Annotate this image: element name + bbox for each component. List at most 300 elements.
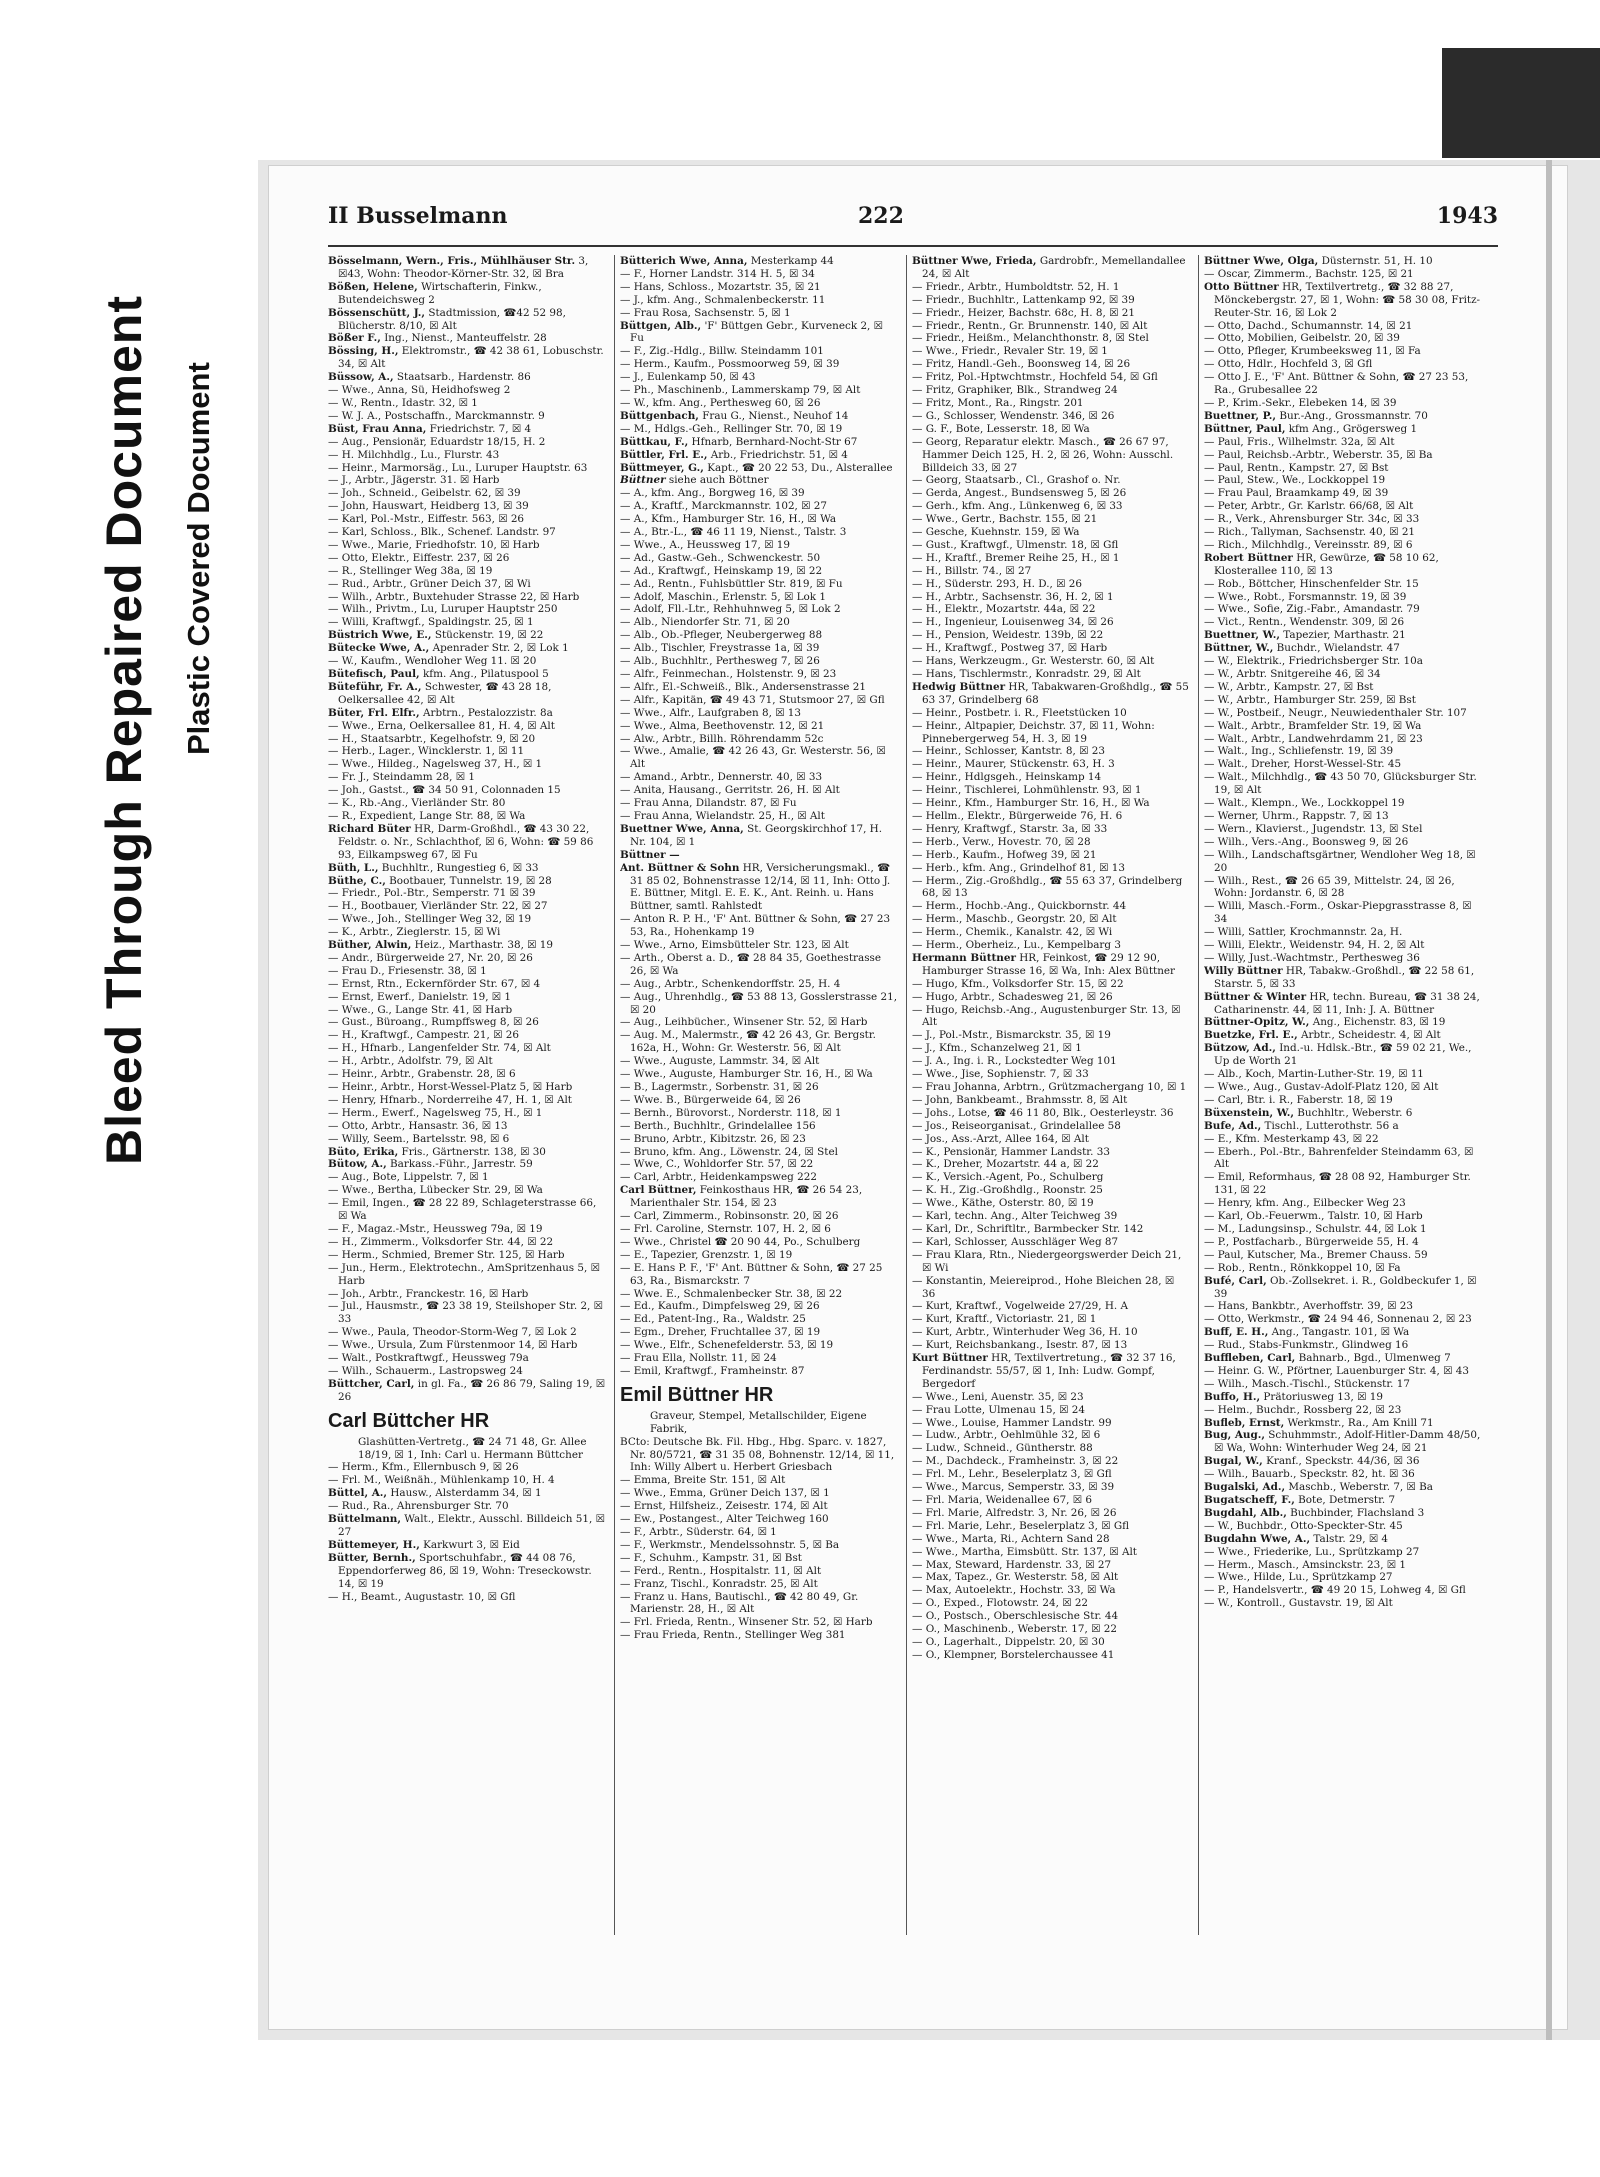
directory-entry xyxy=(912,565,1190,578)
directory-entry xyxy=(328,410,606,423)
entry-details: — Anton R. P. H., 'F' Ant. Büttner & Sohn, ☎ 27 23 53, Ra., Hohenkamp 19 xyxy=(620,913,891,939)
directory-entry xyxy=(620,281,898,294)
entry-details: — Wwe., Christel ☎ 20 90 44, Po., Schulberg xyxy=(620,1235,861,1248)
directory-entry xyxy=(328,449,606,462)
entry-details: — Frau Ella, Nollstr. 11, ☒ 24 xyxy=(620,1352,777,1365)
directory-entry xyxy=(620,1107,898,1120)
directory-entry xyxy=(912,552,1190,565)
directory-entry xyxy=(1204,1068,1482,1081)
directory-entry xyxy=(1204,423,1482,436)
directory-entry xyxy=(912,474,1190,487)
entry-name: Robert Büttner xyxy=(1204,551,1293,564)
entry-details: — O., Postsch., Oberschlesische Str. 44 xyxy=(912,1610,1119,1623)
entry-details: — Rud., Arbtr., Grüner Deich 37, ☒ Wi xyxy=(328,577,531,590)
directory-page xyxy=(268,165,1568,2030)
directory-entry xyxy=(328,1500,606,1513)
entry-details: — W., Rentn., Idastr. 32, ☒ 1 xyxy=(328,396,478,409)
entry-details: — Kurt, Arbtr., Winterhuder Weg 36, H. 10 xyxy=(912,1326,1138,1339)
directory-entry xyxy=(1204,591,1482,604)
directory-entry xyxy=(620,1474,898,1487)
entry-details: — Rob., Rentn., Rönkkoppel 10, ☒ Fa xyxy=(1204,1261,1401,1274)
entry-details: — Alb., Ob.-Pfleger, Neubergerweg 88 xyxy=(620,629,823,642)
directory-entry xyxy=(620,384,898,397)
directory-entry xyxy=(328,1365,606,1378)
directory-entry xyxy=(328,1487,606,1500)
entry-details: — Frau Rosa, Sachsenstr. 5, ☒ 1 xyxy=(620,306,791,319)
entry-details: — W., kfm. Ang., Perthesweg 60, ☒ 26 xyxy=(620,396,821,409)
entry-details: — Aug., Uhrenhdlg., ☎ 53 88 13, Gosslerstrasse 21, ☒ 20 xyxy=(620,990,898,1016)
directory-entry xyxy=(620,1262,898,1288)
entry-name: Bufé, Carl, xyxy=(1204,1274,1267,1287)
entry-details: — Wwe., Hilde, Lu., Sprützkamp 27 xyxy=(1204,1571,1393,1584)
directory-entry xyxy=(328,578,606,591)
directory-entry xyxy=(912,849,1190,862)
entry-details: — H., Süderstr. 293, H. D., ☒ 26 xyxy=(912,577,1082,590)
directory-entry xyxy=(328,474,606,487)
directory-entry xyxy=(1204,500,1482,513)
entry-details: — J., kfm. Ang., Schmalenbeckerstr. 11 xyxy=(620,293,826,306)
entry-details: — Frl. Marie, Lehr., Beselerplatz 3, ☒ Gfl xyxy=(912,1519,1130,1532)
directory-entry xyxy=(328,487,606,500)
directory-entry xyxy=(620,1158,898,1171)
directory-entry xyxy=(328,655,606,668)
directory-entry xyxy=(912,1107,1190,1120)
entry-details: — Ad., Rentn., Fuhlsbüttler Str. 819, ☒ Fu xyxy=(620,577,843,590)
entry-details: — Carl, Btr. i. R., Faberstr. 18, ☒ 19 xyxy=(1204,1093,1393,1106)
entry-details: — H., Arbtr., Sachsenstr. 36, H. 2, ☒ 1 xyxy=(912,590,1114,603)
directory-entry xyxy=(620,1055,898,1068)
entry-details: — H. Milchhdlg., Lu., Flurstr. 43 xyxy=(328,448,500,461)
directory-entry xyxy=(1204,836,1482,849)
entry-details: — Herb., Verw., Hovestr. 70, ☒ 28 xyxy=(912,835,1091,848)
entry-details: kfm. Ang., Pilatuspool 5 xyxy=(422,668,549,680)
directory-entry xyxy=(912,707,1190,720)
directory-entry xyxy=(328,1042,606,1055)
directory-entry xyxy=(620,771,898,784)
directory-entry xyxy=(328,668,606,681)
entry-details: — Wwe., Leni, Auenstr. 35, ☒ 23 xyxy=(912,1390,1084,1403)
directory-entry xyxy=(912,1197,1190,1210)
entry-details: — Wwe., Louise, Hammer Landstr. 99 xyxy=(912,1416,1112,1429)
directory-entry xyxy=(1204,539,1482,552)
entry-details: — Alb., Niendorfer Str. 71, ☒ 20 xyxy=(620,616,790,629)
directory-entry xyxy=(620,397,898,410)
entry-name: Buetzke, Frl. E., xyxy=(1204,1029,1298,1042)
entry-details: — A., Btr.-L., ☎ 46 11 19, Nienst., Talstr. 3 xyxy=(620,526,847,539)
entry-details: — J., Arbtr., Jägerstr. 31. ☒ Harb xyxy=(328,474,500,487)
entry-name: Büxenstein, W., xyxy=(1204,1106,1294,1119)
entry-details: — Friedr., Pol.-Btr., Semperstr. 71 ☒ 39 xyxy=(328,887,536,900)
entry-details: — K., Rb.-Ang., Vierländer Str. 80 xyxy=(328,797,506,810)
directory-entry xyxy=(912,1481,1190,1494)
directory-entry xyxy=(912,1584,1190,1597)
entry-details: Ang., Tangastr. 101, ☒ Wa xyxy=(1271,1326,1410,1339)
entry-details: — Peter, Arbtr., Gr. Karlstr. 66/68, ☒ Alt xyxy=(1204,500,1414,513)
directory-entry xyxy=(328,1171,606,1184)
directory-entry xyxy=(1204,629,1482,642)
directory-entry xyxy=(328,875,606,888)
column-divider xyxy=(614,255,615,1935)
directory-entry xyxy=(620,1184,898,1210)
entry-details: — Ferd., Rentn., Hospitalstr. 11, ☒ Alt xyxy=(620,1564,822,1577)
directory-entry xyxy=(328,371,606,384)
directory-entry xyxy=(1204,320,1482,333)
entry-details: — Carl, Zimmerm., Robinsonstr. 20, ☒ 26 xyxy=(620,1210,839,1223)
entry-details: — Adolf, Fll.-Ltr., Rehhuhnweg 5, ☒ Lok 2 xyxy=(620,603,841,616)
directory-entry xyxy=(620,1500,898,1513)
entry-details: — Willi, Masch.-Form., Oskar-Piepgrasstrasse 8, ☒ 34 xyxy=(1204,900,1472,926)
directory-entry xyxy=(328,745,606,758)
entry-name: Carl Büttner, xyxy=(620,1184,697,1197)
entry-details: — Wwe., Marta, Ri., Achtern Sand 28 xyxy=(912,1532,1110,1545)
entry-details: — Herb., kfm. Ang., Grindelhof 81, ☒ 13 xyxy=(912,861,1125,874)
entry-details: — Wwe., Joh., Stellinger Weg 32, ☒ 19 xyxy=(328,913,532,926)
entry-name: Otto Büttner xyxy=(1204,280,1279,293)
directory-entry xyxy=(912,1610,1190,1623)
entry-details: Bur.-Ang., Grossmannstr. 70 xyxy=(1279,409,1428,422)
directory-entry xyxy=(1204,1210,1482,1223)
entry-details: — Karl, Schloss., Blk., Schenef. Landstr. 97 xyxy=(328,526,556,539)
entry-details: — Hugo, Reichsb.-Ang., Augustenburger Str. 13, ☒ Alt xyxy=(912,1003,1181,1029)
directory-entry xyxy=(1204,487,1482,500)
entry-details: — Wwe., Friedr., Revaler Str. 19, ☒ 1 xyxy=(912,345,1108,358)
directory-entry xyxy=(912,1133,1190,1146)
directory-entry xyxy=(1204,1417,1482,1430)
directory-entry xyxy=(620,1288,898,1301)
entry-details: — Wern., Klavierst., Jugendstr. 13, ☒ Stel xyxy=(1204,822,1423,835)
entry-details: — Eberh., Pol.-Btr., Bahrenfelder Steindamm 63, ☒ Alt xyxy=(1204,1145,1474,1171)
directory-entry xyxy=(912,1326,1190,1339)
directory-entry xyxy=(1204,1584,1482,1597)
directory-entry xyxy=(620,565,898,578)
entry-details: — Oscar, Zimmerm., Bachstr. 125, ☒ 21 xyxy=(1204,267,1414,280)
entry-details: Heiz., Marthastr. 38, ☒ 19 xyxy=(414,939,554,952)
entry-details: — Ed., Patent-Ing., Ra., Waldstr. 25 xyxy=(620,1313,806,1326)
entry-details: — Wwe., Sofie, Zig.-Fabr., Amandastr. 79 xyxy=(1204,603,1420,616)
directory-entry xyxy=(1204,707,1482,720)
directory-entry xyxy=(1204,1042,1482,1068)
entry-details: — Arth., Oberst a. D., ☎ 28 84 35, Goethestrasse 26, ☒ Wa xyxy=(620,951,882,977)
entry-details: — Aug. M., Malermstr., ☎ 42 26 43, Gr. Bergstr. 162a, H., Wohn: Gr. Westerstr. 56, ☒ Alt xyxy=(620,1029,876,1055)
entry-details: — G. F., Bote, Lesserstr. 18, ☒ Wa xyxy=(912,422,1090,435)
entry-details: — Frau Klara, Rtn., Niedergeorgswerder Deich 21, ☒ Wi xyxy=(912,1248,1182,1274)
entry-details: — Heinr., Kfm., Hamburger Str. 16, H., ☒ Wa xyxy=(912,797,1150,810)
entry-details: Elektromstr., ☎ 42 38 61, Lobuschstr. 34, ☒ Alt xyxy=(338,345,604,371)
directory-entry xyxy=(1204,1391,1482,1404)
directory-entry xyxy=(912,1094,1190,1107)
directory-entry xyxy=(620,1210,898,1223)
directory-entry xyxy=(620,462,898,475)
directory-entry xyxy=(328,939,606,952)
directory-entry xyxy=(328,1120,606,1133)
entry-details: — Gesche, Kuehnstr. 159, ☒ Wa xyxy=(912,526,1080,539)
entry-details: — H., Staatsarbtr., Kegelhofstr. 9, ☒ 20 xyxy=(328,732,536,745)
entry-details: — Wwe., A., Heussweg 17, ☒ 19 xyxy=(620,538,790,551)
entry-details: — Ernst, Hilfsheiz., Zeisestr. 174, ☒ Alt xyxy=(620,1500,828,1513)
entry-details: — M., Hdlgs.-Geh., Rellinger Str. 70, ☒ 19 xyxy=(620,422,843,435)
entry-name: Büttner-Opitz, W., xyxy=(1204,1016,1310,1029)
directory-entry xyxy=(620,410,898,423)
entry-details: — Wwe., Amalie, ☎ 42 26 43, Gr. Westerstr. 56, ☒ Alt xyxy=(620,745,886,771)
entry-details: — Hans, Schloss., Mozartstr. 35, ☒ 21 xyxy=(620,280,821,293)
entry-details: — Hans, Werkzeugm., Gr. Westerstr. 60, ☒ Alt xyxy=(912,655,1155,668)
directory-entry xyxy=(328,500,606,513)
entry-details: Arb., Friedrichstr. 51, ☒ 4 xyxy=(710,448,848,461)
entry-details: — Herm., Hochb.-Ang., Quickbornstr. 44 xyxy=(912,900,1127,913)
entry-details: — E. Hans P. F., 'F' Ant. Büttner & Sohn, ☎ 27 25 63, Ra., Bismarckstr. 7 xyxy=(620,1261,883,1287)
entry-details: — E., Kfm. Mesterkamp 43, ☒ 22 xyxy=(1204,1132,1379,1145)
directory-entry xyxy=(912,1429,1190,1442)
entry-details: — F., Arbtr., Süderstr. 64, ☒ 1 xyxy=(620,1526,777,1538)
entry-details: — Ew., Postangest., Alter Teichweg 160 xyxy=(620,1513,829,1526)
directory-entry xyxy=(912,1004,1190,1030)
directory-entry xyxy=(620,539,898,552)
entry-details: — J., Kfm., Schanzelweg 21, ☒ 1 xyxy=(912,1042,1082,1055)
directory-entry xyxy=(912,1455,1190,1468)
directory-entry xyxy=(620,978,898,991)
directory-entry xyxy=(620,642,898,655)
directory-entry xyxy=(328,1378,606,1404)
entry-details: — Henry, Hfnarb., Norderreihe 47, H. 1, ☒ Alt xyxy=(328,1093,572,1106)
directory-entry xyxy=(1204,1507,1482,1520)
entry-details: — Gerh., kfm. Ang., Lünkenweg 6, ☒ 33 xyxy=(912,500,1123,513)
directory-entry xyxy=(912,1546,1190,1559)
entry-name: Bütterich Wwe, Anna, xyxy=(620,255,748,267)
directory-entry xyxy=(1204,810,1482,823)
entry-details: — Heinr., Marmorsäg., Lu., Luruper Hauptstr. 63 xyxy=(328,461,588,474)
entry-details: — H., Hfnarb., Langenfelder Str. 74, ☒ Alt xyxy=(328,1042,551,1055)
entry-details: — Wwe, C., Wohldorfer Str. 57, ☒ 22 xyxy=(620,1158,814,1171)
entry-details: — H., Elektr., Mozartstr. 44a, ☒ 22 xyxy=(912,603,1096,616)
directory-entry xyxy=(912,836,1190,849)
entry-details: HR, Tabakw.-Großhdl., ☎ 22 58 61, Starstr. 5, ☒ 33 xyxy=(1214,964,1475,990)
entry-details: — Herm., Kaufm., Possmoorweg 59, ☒ 39 xyxy=(620,358,840,371)
entry-name: Buettner, P., xyxy=(1204,409,1276,422)
directory-entry xyxy=(328,552,606,565)
entry-details: — H., Beamt., Augustastr. 10, ☒ Gfl xyxy=(328,1590,516,1603)
directory-entry xyxy=(620,307,898,320)
entry-details: — H., Zimmerm., Volksdorfer Str. 44, ☒ 22 xyxy=(328,1235,554,1248)
entry-details: — O., Lagerhalt., Dippelstr. 20, ☒ 30 xyxy=(912,1635,1105,1648)
entry-details: — Georg, Reparatur elektr. Masch., ☎ 26 67 97, Hammer Deich 125, H. 2, ☒ 26, Wohn: Ausschl. Billdeich 33, ☒ 27 xyxy=(912,435,1174,474)
directory-entry xyxy=(1204,965,1482,991)
entry-details: — Kurt, Reichsbankang., Isestr. 87, ☒ 13 xyxy=(912,1339,1128,1352)
entry-details: — Aug., Leihbücher., Winsener Str. 52, ☒ Harb xyxy=(620,1016,868,1029)
entry-details: BCto: Deutsche Bk. Fil. Hbg., Hbg. Sparc. v. 1827, Nr. 80/5721, ☎ 31 35 08, Bohnenstr. 12/14, ☒ 11, Inh: Willy Albert u. Herbert Griesbach xyxy=(620,1435,895,1474)
entry-details: Stückenstr. 19, ☒ 22 xyxy=(434,629,544,642)
entry-details: Friedrichstr. 7, ☒ 4 xyxy=(429,422,532,435)
entry-details: Hfnarb, Bernhard-Nocht-Str 67 xyxy=(691,435,858,448)
directory-entry xyxy=(912,681,1190,707)
entry-details: — Wwe., Arno, Eimsbütteler Str. 123, ☒ Alt xyxy=(620,939,849,952)
directory-entry xyxy=(620,1578,898,1591)
directory-entry xyxy=(1204,1081,1482,1094)
directory-entry xyxy=(1204,1365,1482,1378)
entry-name: Bößen, Helene, xyxy=(328,280,418,293)
entry-details: — Ernst, Rtn., Eckernförder Str. 67, ☒ 4 xyxy=(328,977,541,990)
entry-details: — Wwe., Emma, Grüner Deich 137, ☒ 1 xyxy=(620,1487,830,1500)
directory-entry xyxy=(912,603,1190,616)
entry-details: — Frau Anna, Wielandstr. 25, H., ☒ Alt xyxy=(620,809,825,822)
entry-details: — Wwe., Anna, Sü, Heidhofsweg 2 xyxy=(328,384,511,397)
entry-details: — Bruno, kfm. Ang., Löwenstr. 24, ☒ Stel xyxy=(620,1145,838,1158)
directory-entry xyxy=(328,681,606,707)
directory-entry xyxy=(328,1158,606,1171)
page-edge xyxy=(1546,160,1552,2040)
directory-entry xyxy=(328,629,606,642)
directory-entry xyxy=(1204,1455,1482,1468)
column-2 xyxy=(620,255,898,1935)
side-label-plastic-covered: Plastic Covered Document xyxy=(181,362,216,755)
directory-entry xyxy=(1204,1300,1482,1313)
directory-entry xyxy=(328,1461,606,1474)
directory-entry xyxy=(912,810,1190,823)
entry-name: Büttner & Winter xyxy=(1204,990,1307,1003)
directory-entry xyxy=(912,616,1190,629)
directory-entry xyxy=(912,281,1190,294)
directory-entry xyxy=(912,1223,1190,1236)
directory-entry xyxy=(620,720,898,733)
directory-entry xyxy=(620,1081,898,1094)
entry-details: — Wwe., Käthe, Osterstr. 80, ☒ 19 xyxy=(912,1197,1094,1210)
entry-details: — H., Kraftwgf., Postweg 37, ☒ Harb xyxy=(912,642,1108,655)
entry-details: Gardrobfr., Memellandallee 24, ☒ Alt xyxy=(922,255,1186,280)
directory-entry xyxy=(328,1055,606,1068)
entry-details: — B., Lagermstr., Sorbenstr. 31, ☒ 26 xyxy=(620,1081,819,1093)
entry-details: — Alfr., Kapitän, ☎ 49 43 71, Stutsmoor 27, ☒ Gfl xyxy=(620,693,885,706)
directory-entry xyxy=(620,1094,898,1107)
entry-details: — Alw., Arbtr., Billh. Röhrendamm 52c xyxy=(620,732,824,745)
entry-name: Büttner Wwe, Olga, xyxy=(1204,255,1319,267)
directory-entry xyxy=(912,255,1190,281)
entry-details: Schwester, ☎ 43 28 18, Oelkersallee 42, ☒ Alt xyxy=(338,680,552,706)
entry-details: — Aug., Arbtr., Schenkendorffstr. 25, H. 4 xyxy=(620,977,841,990)
entry-name: Bütow, A., xyxy=(328,1158,387,1171)
directory-entry xyxy=(1204,694,1482,707)
entry-details: Düsternstr. 51, H. 10 xyxy=(1321,255,1433,267)
entry-details: — Karl, techn. Ang., Alter Teichweg 39 xyxy=(912,1210,1118,1223)
entry-details: — Hugo, Arbtr., Schadesweg 21, ☒ 26 xyxy=(912,990,1113,1003)
directory-entry xyxy=(328,1068,606,1081)
entry-details: — Ludw., Arbtr., Oehlmühle 32, ☒ 6 xyxy=(912,1429,1101,1442)
entry-details: — John, Hauswart, Heidberg 13, ☒ 39 xyxy=(328,500,529,513)
entry-details: — Georg, Staatsarb., Cl., Grashof o. Nr. xyxy=(912,474,1121,487)
entry-details: — Heinr., Arbtr., Grabenstr. 28, ☒ 6 xyxy=(328,1068,516,1081)
directory-entry xyxy=(620,487,898,500)
directory-entry xyxy=(620,939,898,952)
entry-details: — Werner, Uhrm., Rappstr. 7, ☒ 13 xyxy=(1204,809,1389,822)
entry-details: — Walt., Klempn., We., Lockkoppel 19 xyxy=(1204,797,1405,810)
directory-entry xyxy=(620,655,898,668)
directory-entry xyxy=(328,642,606,655)
entry-name: Hedwig Büttner xyxy=(912,680,1006,693)
directory-entry xyxy=(328,926,606,939)
entry-details: — Kurt, Kraftf., Victoriastr. 21, ☒ 1 xyxy=(912,1313,1097,1326)
entry-details: — Frau Anna, Dilandstr. 87, ☒ Fu xyxy=(620,797,797,810)
page-header xyxy=(328,203,1498,239)
entry-details: Feinkosthaus HR, ☎ 26 54 23, Marienthaler Str. 154, ☒ 23 xyxy=(630,1184,863,1210)
directory-entry xyxy=(912,1468,1190,1481)
entry-details: HR, techn. Bureau, ☎ 31 38 24, Catharinenstr. 44, ☒ 11, Inh: J. A. Büttner xyxy=(1214,990,1480,1016)
directory-entry xyxy=(912,1494,1190,1507)
directory-entry xyxy=(912,1623,1190,1636)
entry-name: Büst, Frau Anna, xyxy=(328,422,427,435)
entry-name: Büthe, C., xyxy=(328,874,386,887)
directory-entry xyxy=(912,1417,1190,1430)
entry-name: Richard Büter xyxy=(328,822,411,835)
entry-name: Bug, Aug., xyxy=(1204,1429,1265,1442)
entry-details: — Paul, Reichsb.-Arbtr., Weberstr. 35, ☒ Ba xyxy=(1204,448,1433,461)
entry-details: — G., Schlosser, Wendenstr. 346, ☒ 26 xyxy=(912,409,1115,422)
directory-entry xyxy=(620,1223,898,1236)
entry-details: — Walt., Dreher, Horst-Wessel-Str. 45 xyxy=(1204,758,1402,771)
entry-details: — Otto, Hdlr., Hochfeld 3, ☒ Gfl xyxy=(1204,358,1373,371)
directory-entry xyxy=(328,784,606,797)
directory-entry xyxy=(1204,1223,1482,1236)
directory-entry xyxy=(620,1326,898,1339)
entry-details: — J. A., Ing. i. R., Lockstedter Weg 101 xyxy=(912,1055,1117,1068)
directory-entry xyxy=(620,603,898,616)
entry-details: — Wwe., Jise, Sophienstr. 7, ☒ 33 xyxy=(912,1068,1089,1081)
entry-details: — Paul, Rentn., Kampstr. 27, ☒ Bst xyxy=(1204,461,1389,474)
directory-entry xyxy=(620,526,898,539)
directory-entry xyxy=(912,1029,1190,1042)
entry-details: — Frl. Maria, Weidenallee 67, ☒ 6 xyxy=(912,1494,1093,1506)
entry-details: Glashütten-Vertretg., ☎ 24 71 48, Gr. Allee 18/19, ☒ 1, Inh: Carl u. Hermann Büttcher xyxy=(358,1435,587,1461)
entry-details: — Otto J. E., 'F' Ant. Büttner & Sohn, ☎ 27 23 53, Ra., Grubesallee 22 xyxy=(1204,371,1469,397)
entry-name: Büttel, A., xyxy=(328,1487,388,1500)
entry-details: — P., Handelsvertr., ☎ 49 20 15, Lohweg 4, ☒ Gfl xyxy=(1204,1584,1466,1597)
directory-entry xyxy=(620,552,898,565)
entry-details: — Alfr., El.-Schweiß., Blk., Andersenstrasse 21 xyxy=(620,680,866,693)
directory-entry xyxy=(328,332,606,345)
entry-name: Buettner, W., xyxy=(1204,629,1280,642)
entry-name: Büttner, W., xyxy=(1204,642,1274,655)
directory-entry xyxy=(620,1313,898,1326)
entry-details: — Wwe., Auguste, Lammstr. 34, ☒ Alt xyxy=(620,1055,820,1068)
entry-details: Hausw., Alsterdamm 34, ☒ 1 xyxy=(390,1487,542,1500)
entry-details: — F., Horner Landstr. 314 H. 5, ☒ 34 xyxy=(620,267,815,280)
entry-details: — Wwe., Marcus, Semperstr. 33, ☒ 39 xyxy=(912,1481,1115,1494)
directory-entry xyxy=(1204,345,1482,358)
entry-details: Mesterkamp 44 xyxy=(750,255,834,267)
entry-details: Ang., Eichenstr. 83, ☒ 19 xyxy=(1312,1016,1446,1029)
entry-details: Barkass.-Führ., Jarrestr. 59 xyxy=(390,1158,533,1171)
directory-entry xyxy=(1204,371,1482,397)
directory-entry xyxy=(328,1094,606,1107)
directory-entry xyxy=(912,745,1190,758)
directory-entry xyxy=(912,526,1190,539)
directory-entry xyxy=(1204,1146,1482,1172)
directory-entry xyxy=(912,1571,1190,1584)
directory-entry xyxy=(1204,1546,1482,1559)
directory-entry xyxy=(912,900,1190,913)
entry-details: — Wwe., Robt., Forsmannstr. 19, ☒ 39 xyxy=(1204,590,1407,603)
directory-entry xyxy=(912,436,1190,475)
entry-details: — Walt., Postkraftwgf., Heussweg 79a xyxy=(328,1352,529,1365)
directory-entry xyxy=(912,410,1190,423)
entry-details: — Willi, Elektr., Weidenstr. 94, H. 2, ☒ Alt xyxy=(1204,939,1425,952)
directory-entry xyxy=(1204,797,1482,810)
entry-details: — O., Maschinenb., Weberstr. 17, ☒ 22 xyxy=(912,1623,1117,1636)
entry-details: — Adolf, Maschin., Erlenstr. 5, ☒ Lok 1 xyxy=(620,590,826,603)
directory-entry xyxy=(620,500,898,513)
entry-details: — Willy, Just.-Wachtmstr., Perthesweg 36 xyxy=(1204,951,1420,964)
directory-entry xyxy=(1204,578,1482,591)
entry-details: — Jos., Reiseorganisat., Grindelallee 58 xyxy=(912,1119,1121,1132)
directory-entry xyxy=(1204,1275,1482,1301)
directory-entry xyxy=(620,1120,898,1133)
